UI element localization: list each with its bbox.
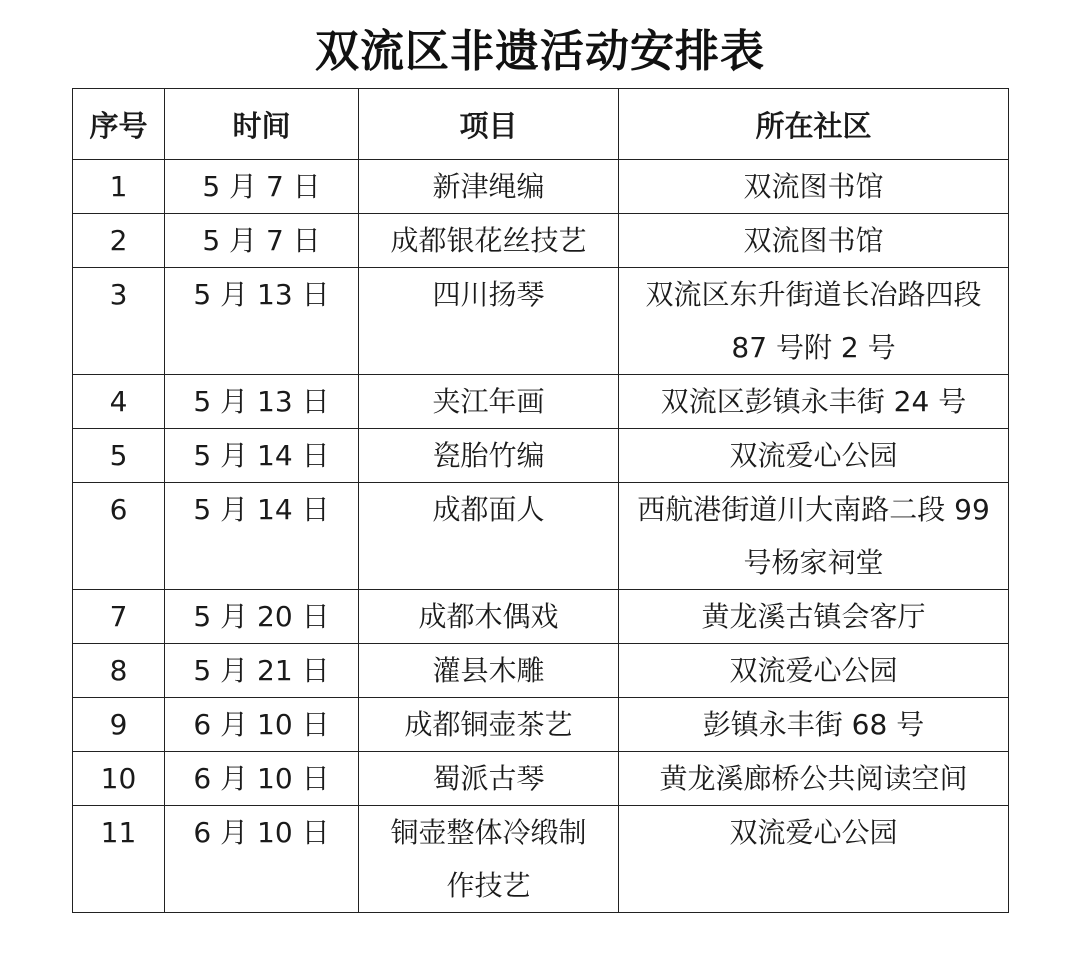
row-project: 夹江年画 — [432, 385, 545, 418]
row-date: 5 月 21 日 — [193, 654, 330, 687]
row-project: 铜壶整体冷缎制作技艺 — [390, 816, 587, 902]
row-location: 双流图书馆 — [743, 170, 884, 203]
row-date: 6 月 10 日 — [193, 816, 330, 849]
row-index: 10 — [100, 762, 137, 795]
table-row — [73, 429, 1009, 483]
table-row — [73, 590, 1009, 644]
header-location: 所在社区 — [619, 89, 1009, 160]
row-location: 黄龙溪廊桥公共阅读空间 — [659, 762, 968, 795]
row-date: 5 月 13 日 — [193, 385, 330, 418]
row-index: 3 — [109, 278, 128, 311]
row-date: 6 月 10 日 — [193, 762, 330, 795]
row-location: 双流爱心公园 — [729, 654, 898, 687]
row-date: 5 月 14 日 — [193, 493, 330, 526]
row-location: 双流区彭镇永丰街 24 号 — [660, 385, 967, 418]
row-project: 成都银花丝技艺 — [390, 224, 587, 257]
table-row — [73, 375, 1009, 429]
table-row — [73, 806, 1009, 913]
row-date: 5 月 13 日 — [193, 278, 330, 311]
row-project: 成都面人 — [432, 493, 545, 526]
row-location: 双流爱心公园 — [729, 439, 898, 472]
header-index: 序号 — [73, 89, 165, 160]
row-date: 5 月 7 日 — [202, 224, 321, 257]
row-location: 双流爱心公园 — [729, 816, 898, 849]
table-row — [73, 752, 1009, 806]
row-project: 灌县木雕 — [432, 654, 545, 687]
row-index: 11 — [100, 816, 137, 849]
row-date: 6 月 10 日 — [193, 708, 330, 741]
row-project: 蜀派古琴 — [432, 762, 545, 795]
row-project: 成都铜壶茶艺 — [404, 708, 573, 741]
table-row — [73, 698, 1009, 752]
row-index: 6 — [109, 493, 128, 526]
row-location: 双流区东升街道长冶路四段 87 号附 2 号 — [645, 278, 982, 364]
row-location: 黄龙溪古镇会客厅 — [701, 600, 926, 633]
header-row — [73, 89, 1009, 160]
table-row — [73, 160, 1009, 214]
row-project: 新津绳编 — [432, 170, 545, 203]
page-title: 双流区非遗活动安排表 — [315, 26, 765, 77]
table-row — [73, 644, 1009, 698]
header-date: 时间 — [165, 89, 359, 160]
row-index: 4 — [109, 385, 128, 418]
row-date: 5 月 20 日 — [193, 600, 330, 633]
row-index: 7 — [109, 600, 128, 633]
header-project: 项目 — [359, 89, 619, 160]
row-index: 9 — [109, 708, 128, 741]
table-row — [73, 483, 1009, 590]
row-project: 成都木偶戏 — [418, 600, 559, 633]
row-project: 四川扬琴 — [432, 278, 545, 311]
row-location: 双流图书馆 — [743, 224, 884, 257]
schedule-table — [72, 88, 1009, 913]
row-date: 5 月 14 日 — [193, 439, 330, 472]
row-index: 5 — [109, 439, 128, 472]
row-project: 瓷胎竹编 — [432, 439, 545, 472]
row-index: 2 — [109, 224, 128, 257]
row-date: 5 月 7 日 — [202, 170, 321, 203]
row-index: 1 — [109, 170, 128, 203]
row-index: 8 — [109, 654, 128, 687]
table-row — [73, 214, 1009, 268]
table-row — [73, 268, 1009, 375]
row-location: 彭镇永丰街 68 号 — [702, 708, 925, 741]
row-location: 西航港街道川大南路二段 99 号杨家祠堂 — [637, 493, 990, 579]
